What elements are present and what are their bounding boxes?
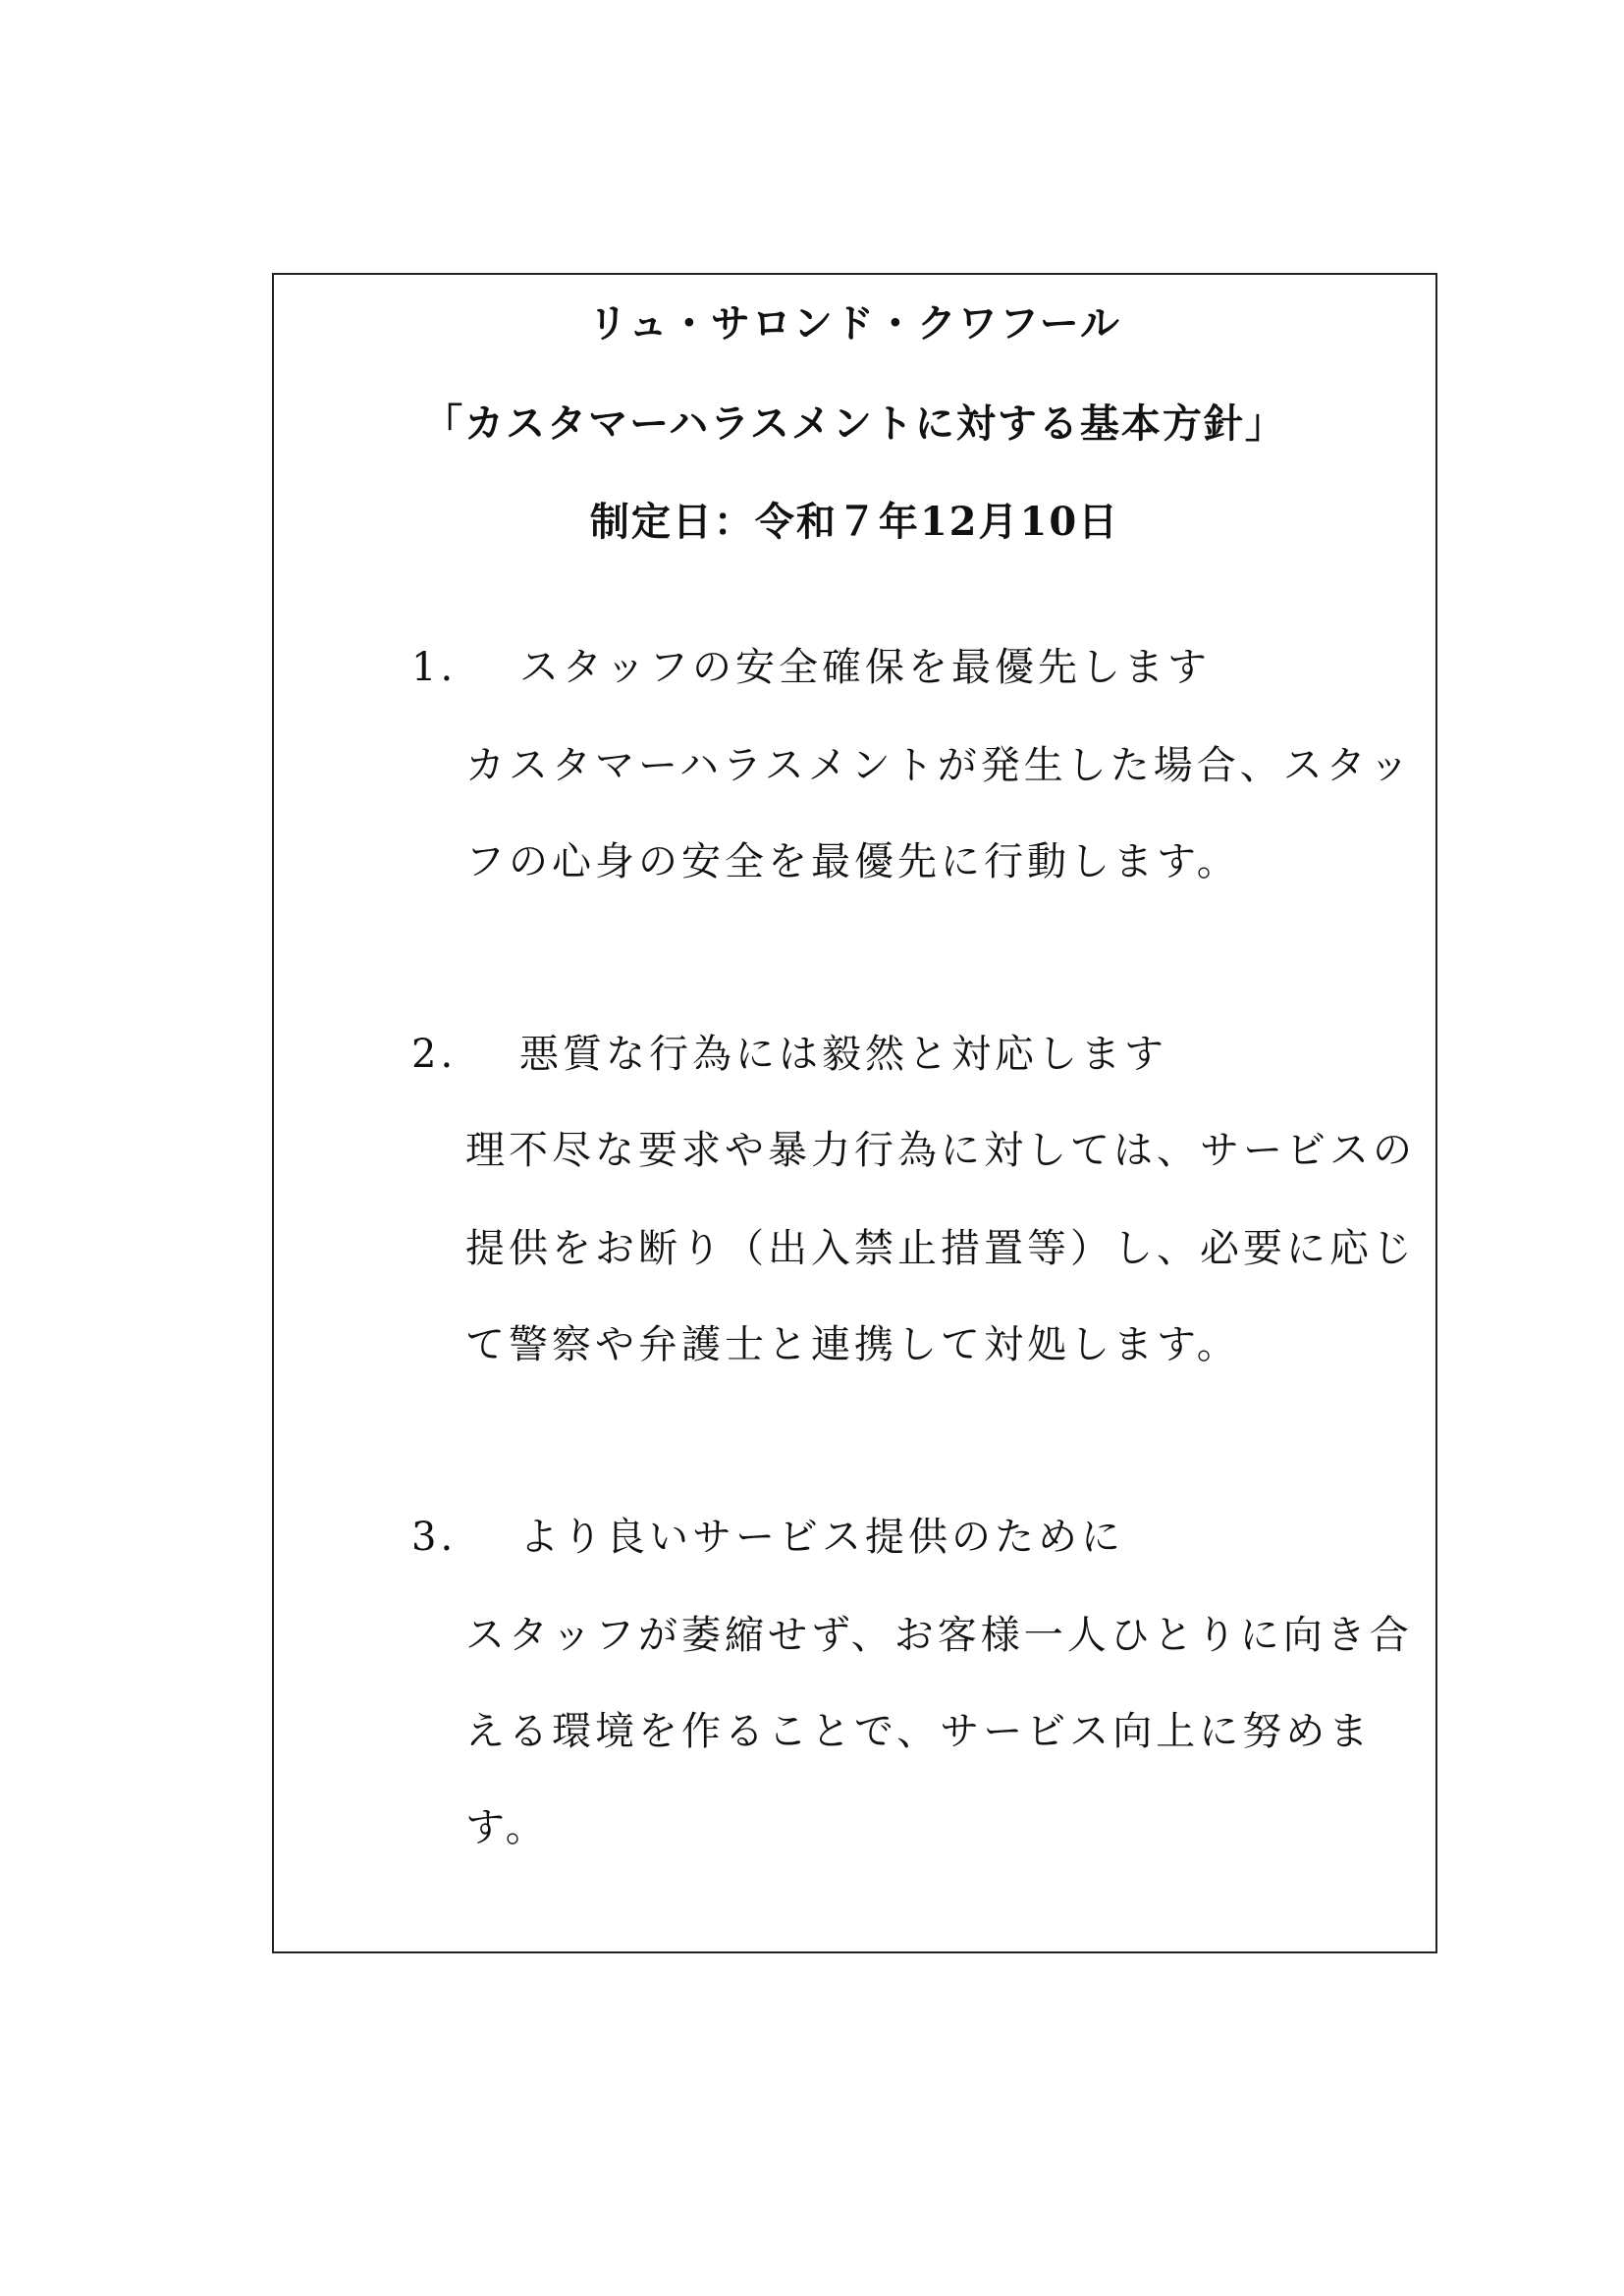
section-heading bbox=[411, 644, 1211, 691]
policy-frame bbox=[272, 273, 1437, 1953]
section-number: 3. bbox=[411, 1515, 458, 1560]
policy-title: 「カスタマーハラスメントに対する基本方針」 bbox=[423, 400, 1286, 447]
section-body-line: フの心身の安全を最優先に行動します。 bbox=[465, 839, 1240, 884]
section-heading bbox=[411, 1031, 1167, 1078]
salon-name: リュ・サロンド・クワフール bbox=[588, 300, 1121, 347]
section-body-line: 理不尽な要求や暴力行為に対しては、サービスの bbox=[465, 1128, 1416, 1173]
section-body-line: スタッフが萎縮せず、お客様一人ひとりに向き合 bbox=[465, 1613, 1413, 1658]
section-heading bbox=[411, 1514, 1124, 1561]
section-body-line: 提供をお断り（出入禁止措置等）し、必要に応じ bbox=[465, 1226, 1416, 1271]
section-number: 2. bbox=[411, 1032, 458, 1077]
section-body-line: カスタマーハラスメントが発生した場合、スタッ bbox=[465, 743, 1413, 788]
section-heading-text: より良いサービス提供のために bbox=[519, 1515, 1124, 1560]
established-date: 制定日：令和７年12月10日 bbox=[589, 499, 1120, 545]
section-body-line: て警察や弁護士と連携して対処します。 bbox=[465, 1322, 1240, 1367]
section-heading-text: スタッフの安全確保を最優先します bbox=[519, 645, 1211, 690]
section-body-line: す。 bbox=[465, 1805, 549, 1850]
section-heading-text: 悪質な行為には毅然と対応します bbox=[519, 1032, 1167, 1077]
section-body-line: える環境を作ることで、サービス向上に努めま bbox=[465, 1709, 1373, 1754]
section-number: 1. bbox=[411, 645, 458, 690]
